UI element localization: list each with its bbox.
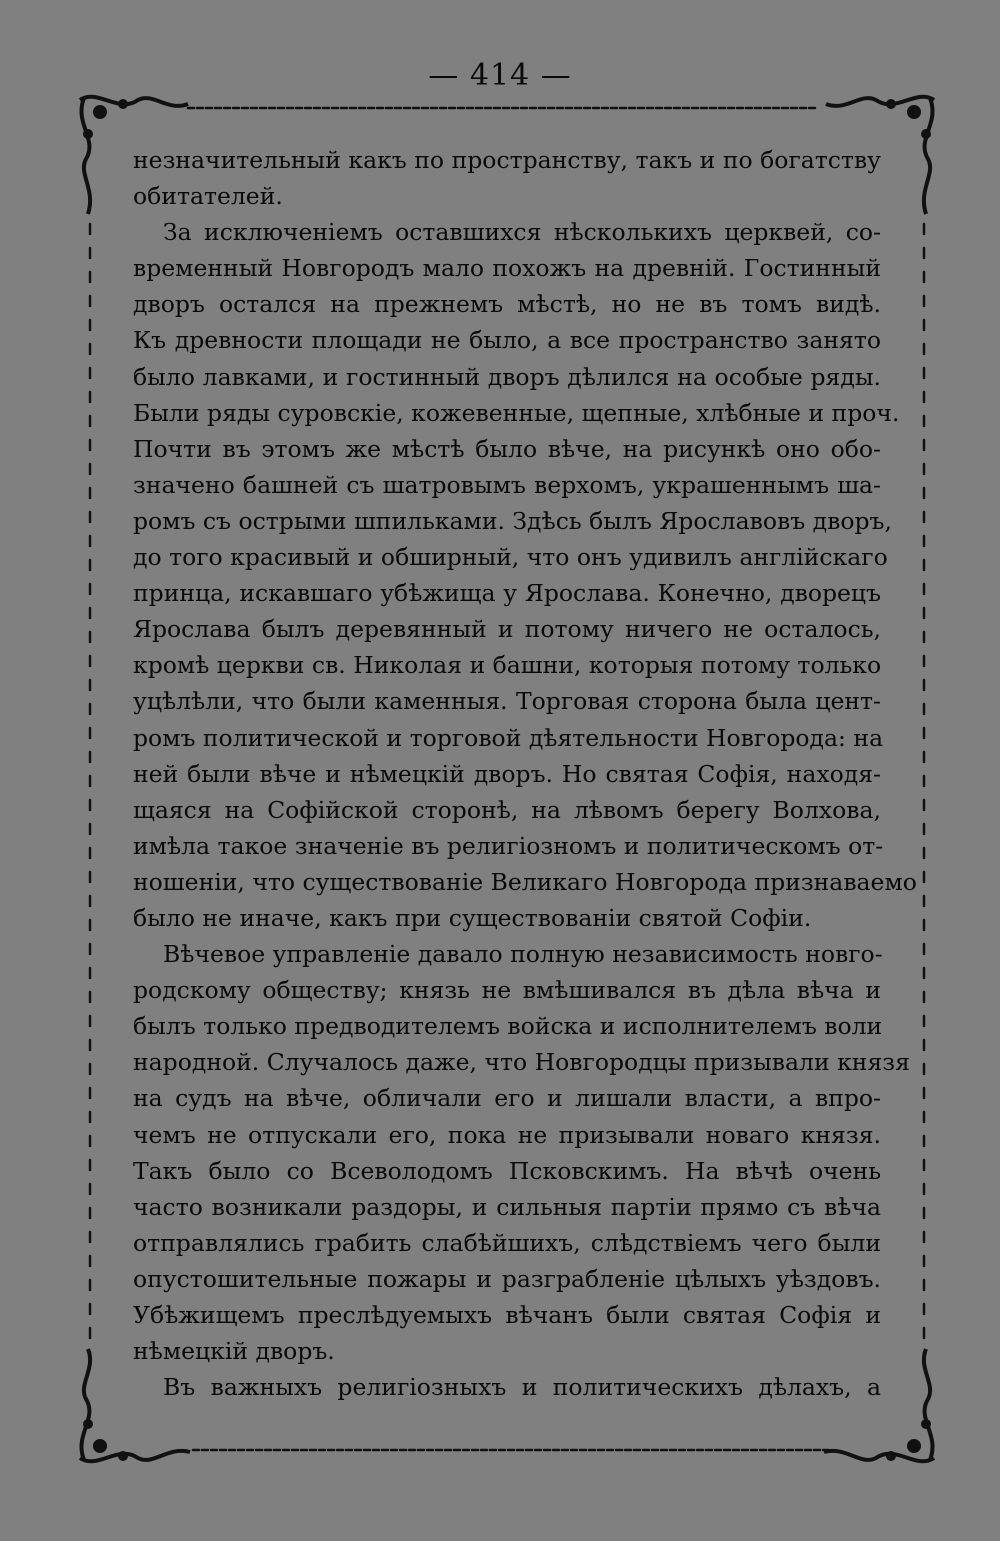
text-line: часто возникали раздоры, и сильныя партіи прямо съ вѣча bbox=[133, 1192, 881, 1221]
text-line: до того красивый и обширный, что онъ удивилъ англійскаго bbox=[133, 543, 888, 572]
text-line: родскому обществу; князь не вмѣшивался въ дѣла вѣча и bbox=[133, 976, 881, 1005]
text-line: Убѣжищемъ преслѣдуемыхъ вѣчанъ были святая Софія и bbox=[133, 1301, 881, 1329]
paragraph bbox=[133, 936, 910, 1369]
text-line: уцѣлѣли, что были каменныя. Торговая сторона была цент- bbox=[133, 687, 881, 716]
text-line: дворъ остался на прежнемъ мѣстѣ, но не въ томъ видѣ. bbox=[133, 290, 881, 319]
text-line: Вѣчевое управленіе давало полную независимость новго- bbox=[163, 940, 883, 969]
body-text bbox=[133, 142, 917, 1405]
text-line: имѣла такое значеніе въ религіозномъ и политическомъ от- bbox=[133, 831, 884, 860]
text-line: опустошительные пожары и разграбленіе цѣлыхъ уѣздовъ. bbox=[133, 1264, 881, 1293]
text-line: чемъ не отпускали его, пока не призывали новаго князя. bbox=[133, 1120, 881, 1149]
text-line: народной. Случалось даже, что Новгородцы призывали князя bbox=[133, 1048, 910, 1077]
text-line: былъ только предводителемъ войска и исполнителемъ воли bbox=[133, 1012, 883, 1041]
text-line: Были ряды суровскіе, кожевенные, щепные, хлѣбные и проч. bbox=[133, 398, 900, 427]
page-number: — 414 — bbox=[428, 58, 572, 93]
text-line: Къ древности площади не было, а все пространство занято bbox=[133, 326, 881, 355]
text-line: принца, искавшаго убѣжища у Ярослава. Конечно, дворецъ bbox=[133, 579, 881, 608]
text-line: щаяся на Софійской сторонѣ, на лѣвомъ берегу Волхова, bbox=[133, 795, 881, 824]
text-line: временный Новгородъ мало похожъ на древній. Гостинный bbox=[133, 254, 881, 283]
text-line: ромъ съ острыми шпильками. Здѣсь былъ Ярославовъ дворъ, bbox=[133, 506, 892, 535]
text-line: обитателей. bbox=[133, 182, 283, 211]
text-line: Ярослава былъ деревянный и потому ничего не осталось, bbox=[133, 615, 881, 644]
text-line: Такъ было со Всеволодомъ Псковскимъ. На вѣчѣ очень bbox=[133, 1156, 881, 1185]
text-line: незначительный какъ по пространству, такъ и по богатству bbox=[133, 146, 881, 174]
text-line: отправлялись грабить слабѣйшихъ, слѣдствіемъ чего были bbox=[133, 1228, 881, 1257]
text-line: было не иначе, какъ при существованіи святой Софіи. bbox=[133, 903, 812, 932]
paragraph bbox=[133, 1369, 881, 1405]
paragraph bbox=[133, 214, 917, 936]
text-line: было лавками, и гостинный дворъ дѣлился на особые ряды. bbox=[133, 362, 881, 391]
text-line: кромѣ церкви св. Николая и башни, которыя потому только bbox=[133, 651, 882, 680]
paragraph bbox=[133, 142, 881, 214]
text-line: ромъ политической и торговой дѣятельности Новгорода: на bbox=[133, 723, 884, 752]
text-line: ношеніи, что существованіе Великаго Новгорода признаваемо bbox=[133, 867, 917, 896]
text-line: на судъ на вѣче, обличали его и лишали власти, а впро- bbox=[133, 1084, 881, 1113]
text-line: значено башней съ шатровымъ верхомъ, украшеннымъ ша- bbox=[133, 470, 881, 499]
text-line: За исключеніемъ оставшихся нѣсколькихъ церквей, со- bbox=[163, 218, 881, 247]
text-line: ней были вѣче и нѣмецкій дворъ. Но святая Софія, находя- bbox=[133, 759, 881, 788]
text-line: Въ важныхъ религіозныхъ и политическихъ дѣлахъ, а bbox=[163, 1373, 881, 1402]
text-line: Почти въ этомъ же мѣстѣ было вѣче, на рисункѣ оно обо- bbox=[133, 434, 881, 463]
text-line: нѣмецкій дворъ. bbox=[133, 1337, 335, 1366]
